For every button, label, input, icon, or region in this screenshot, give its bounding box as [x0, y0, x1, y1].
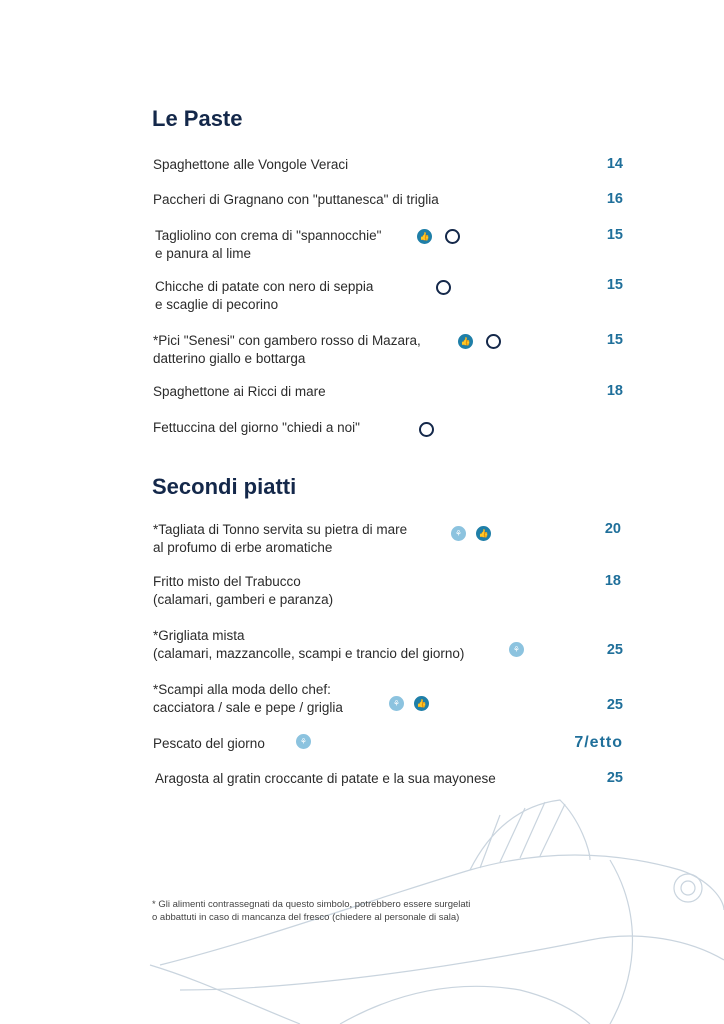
item-price: 15	[606, 277, 623, 293]
menu-item: Aragosta al gratin croccante di patate e la sua mayonese	[155, 771, 496, 786]
item-price: 14	[606, 156, 623, 172]
menu-item: Paccheri di Gragnano con "puttanesca" di triglia	[153, 192, 439, 207]
menu-item: *Scampi alla moda dello chef: cacciatora / sale e pepe / griglia	[153, 682, 343, 715]
item-price: 25	[606, 642, 623, 658]
item-price: 15	[606, 227, 623, 243]
item-price: 16	[606, 191, 623, 207]
menu-item: Spaghettone ai Ricci di mare	[153, 384, 326, 399]
menu-item: Chicche di patate con nero di seppia e scaglie di pecorino	[155, 279, 374, 312]
menu-item: Spaghettone alle Vongole Veraci	[153, 157, 349, 172]
menu-item: Tagliolino con crema di "spannocchie" e panura al lime	[155, 228, 382, 261]
wheat-icon: ⚘	[509, 642, 524, 657]
item-price: 7/etto	[574, 734, 623, 751]
item-price: 25	[606, 770, 623, 786]
footnote: * Gli alimenti contrassegnati da questo simbolo, potrebbero essere surgelati o abbattuti in caso di mancanza del fresco (chiedere al personale di sala)	[152, 899, 471, 923]
chef-hat-icon	[436, 280, 451, 295]
menu-item: *Pici "Senesi" con gambero rosso di Mazara, datterino giallo e bottarga	[153, 333, 421, 366]
menu-item: Pescato del giorno	[153, 736, 265, 751]
chef-hat-icon	[445, 229, 460, 244]
wheat-icon: ⚘	[389, 696, 404, 711]
menu-item: Fettuccina del giorno "chiedi a noi"	[153, 420, 360, 435]
chef-hat-icon	[419, 422, 434, 437]
menu-item: Fritto misto del Trabucco (calamari, gamberi e paranza)	[153, 574, 334, 607]
menu-item: *Tagliata di Tonno servita su pietra di mare al profumo di erbe aromatiche	[153, 522, 408, 555]
thumbs-up-icon: 👍	[476, 526, 491, 541]
chef-hat-icon	[486, 334, 501, 349]
item-price: 20	[604, 521, 621, 537]
section-title-paste: Le Paste	[152, 106, 243, 131]
thumbs-up-icon: 👍	[417, 229, 432, 244]
item-price: 15	[606, 332, 623, 348]
menu-item: *Grigliata mista (calamari, mazzancolle, scampi e trancio del giorno)	[153, 628, 465, 661]
thumbs-up-icon: 👍	[414, 696, 429, 711]
item-price: 18	[604, 573, 621, 589]
item-price: 25	[606, 697, 623, 713]
wheat-icon: ⚘	[451, 526, 466, 541]
section-title-secondi: Secondi piatti	[152, 474, 297, 499]
item-price: 18	[606, 383, 623, 399]
wheat-icon: ⚘	[296, 734, 311, 749]
thumbs-up-icon: 👍	[458, 334, 473, 349]
